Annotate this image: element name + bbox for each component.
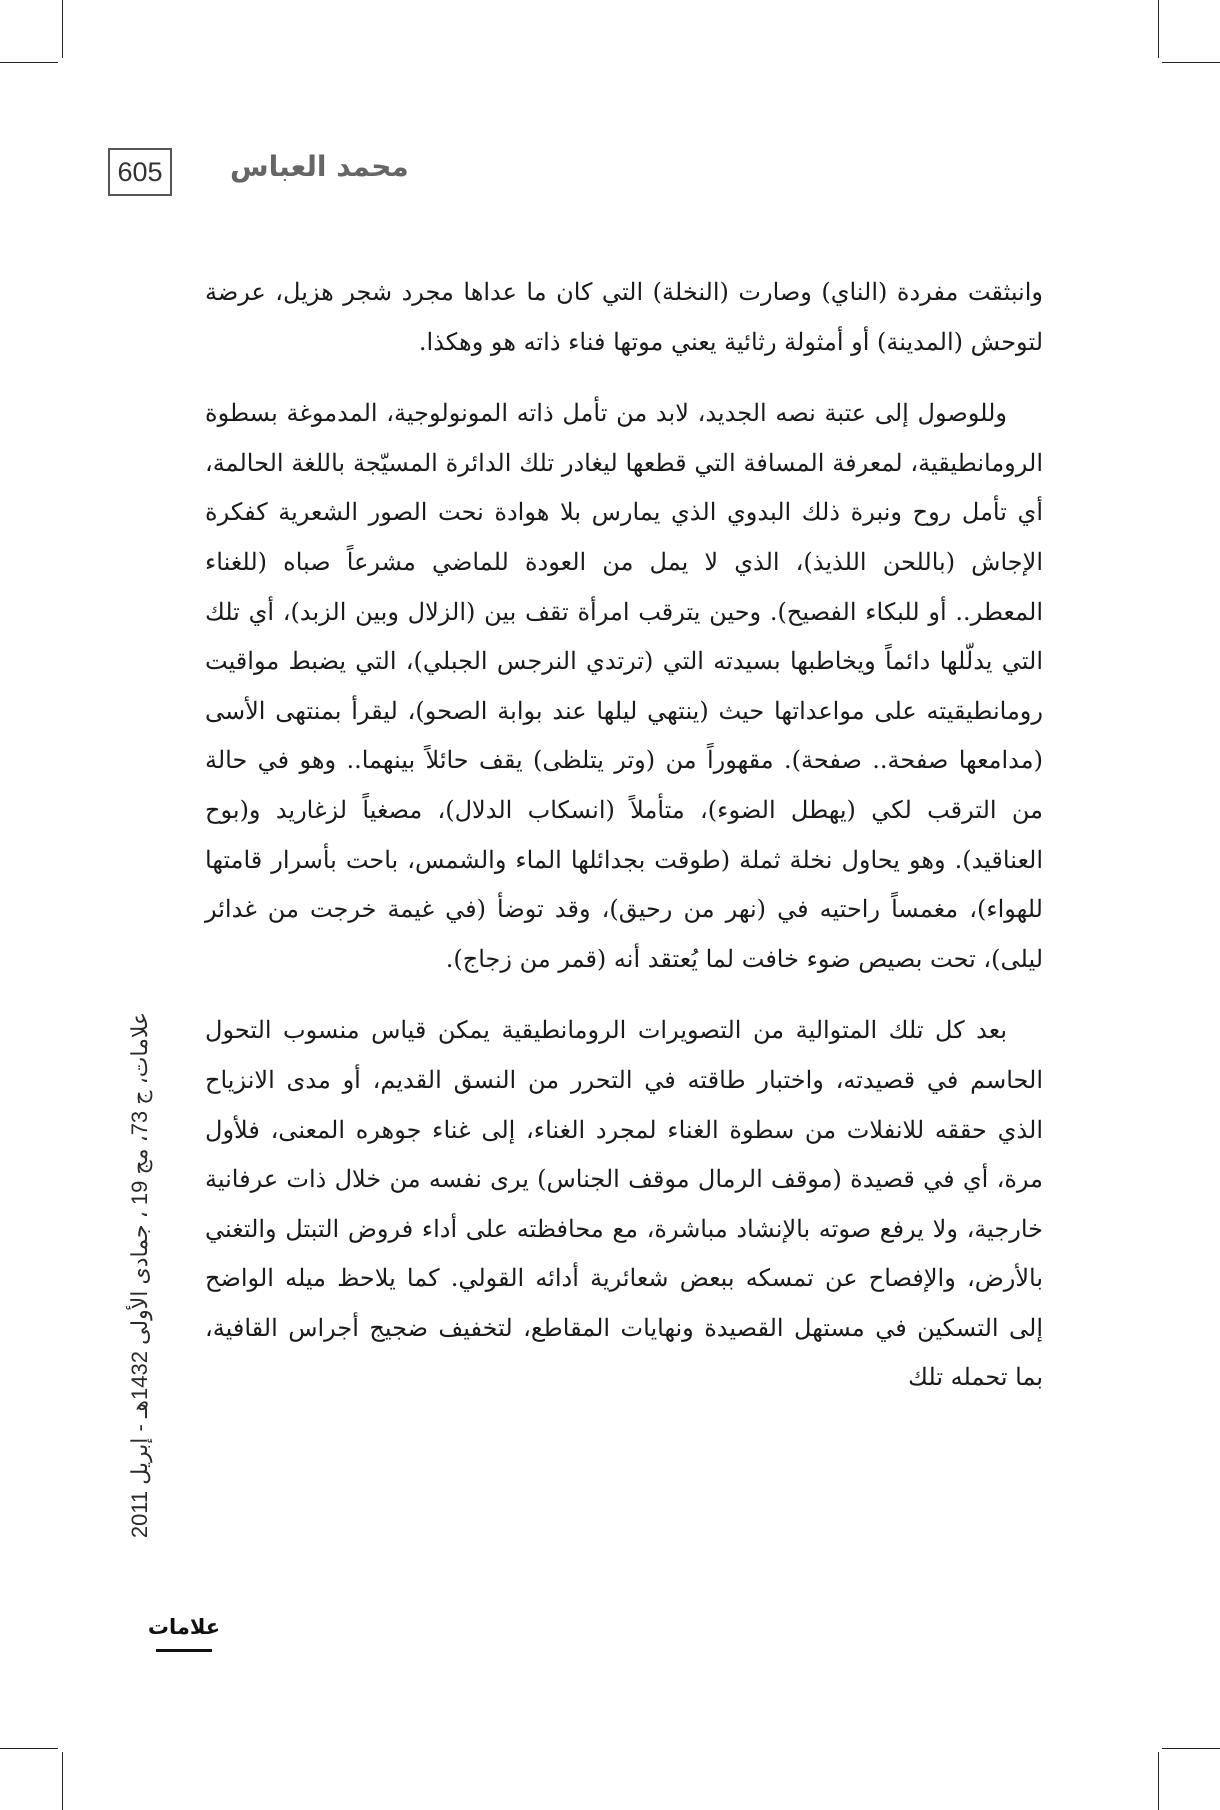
crop-mark-bottom-right-h: [1162, 1748, 1220, 1749]
paragraph-1: وانبثقت مفردة (الناي) وصارت (النخلة) التي كان ما عداها مجرد شجر هزيل، عرضة لتوحش (المدينة) أو أمثولة رثائية يعني موتها فناء ذاته هو وهكذا.: [205, 278, 1043, 356]
crop-mark-top-left-h: [0, 62, 58, 63]
paragraph-3: بعد كل تلك المتوالية من التصويرات الرومانطيقية يمكن قياس منسوب التحول الحاسم في قصيدته، واختبار طاقته في التحرر من النسق القديم، أو مدى الانزياح الذي حققه للانفلات من سطوة الغناء لمجرد الغناء، إلى غناء جوهره المعنى، فلأول مرة، أي في قصيدة (موقف الرمال موقف الجناس) يرى نفسه من خلال ذات عرفانية خارجية، ولا يرفع صوته بالإنشاد مباشرة، مع محافظته على أداء فروض التبتل والتغني بالأرض، والإفصاح عن تمسكه ببعض شعائرية أدائه القولي. كما يلاحظ ميله الواضح إلى التسكين في مستهل القصيدة ونهايات المقاطع، لتخفيف ضجيج أجراس القافية، بما تحمله تلك: [205, 1016, 1043, 1392]
crop-mark-top-right: [1158, 0, 1159, 58]
crop-mark-bottom-right: [1158, 1752, 1159, 1810]
crop-mark-bottom-left: [62, 1752, 63, 1810]
running-head-author: محمد العباس: [230, 150, 409, 183]
crop-mark-top-right-h: [1162, 62, 1220, 63]
page-number: 605: [108, 148, 172, 196]
paragraph-2: وللوصول إلى عتبة نصه الجديد، لابد من تأمل ذاته المونولوجية، المدموغة بسطوة الرومانطيقية، لمعرفة المسافة التي قطعها ليغادر تلك الدائرة المسيّجة باللغة الحالمة، أي تأمل روح ونبرة ذلك البدوي الذي يمارس بلا هوادة نحت الصور الشعرية كفكرة الإجاش (باللحن اللذيذ)، الذي لا يمل من العودة للماضي مشرعاً صباه (للغناء المعطر.. أو للبكاء الفصيح). وحين يترقب امرأة تقف بين (الزلال وبين الزبد)، أي تلك التي يدلّلها دائماً ويخاطبها بسيدته التي (ترتدي النرجس الجبلي)، التي يضبط مواقيت رومانطيقيته على مواعداتها حيث (ينتهي ليلها عند بوابة الصحو)، ليقرأ بمنتهى الأسى (مدامعها صفحة.. صفحة). مقهوراً من (وتر يتلظى) يقف حائلاً بينهما.. وهو في حالة من الترقب لكي (يهطل الضوء)، متأملاً (انسكاب الدلال)، مصغياً لزغاريد و(بوح العناقيد). وهو يحاول نخلة ثملة (طوقت بجدائلها الماء والشمس، باحت بأسرار قامتها للهواء)، مغمساً راحتيه في (نهر من رحيق)، وقد توضأ (في غيمة خرجت من غدائر ليلى)، تحت بصيص ضوء خافت لما يُعتقد أنه (قمر من زجاج).: [205, 399, 1043, 973]
journal-issue-caption: [60, 930, 220, 1620]
crop-mark-top-left: [62, 0, 63, 58]
article-body: [205, 268, 1043, 1403]
crop-mark-bottom-left-h: [0, 1748, 58, 1749]
journal-side-info: [60, 930, 220, 1650]
journal-issue-text: علامات، ج 73، مج 19 ، جمادى الأولى 1432هـ - إبريل 2011: [127, 1011, 153, 1539]
journal-logo: علامات: [156, 1605, 212, 1652]
